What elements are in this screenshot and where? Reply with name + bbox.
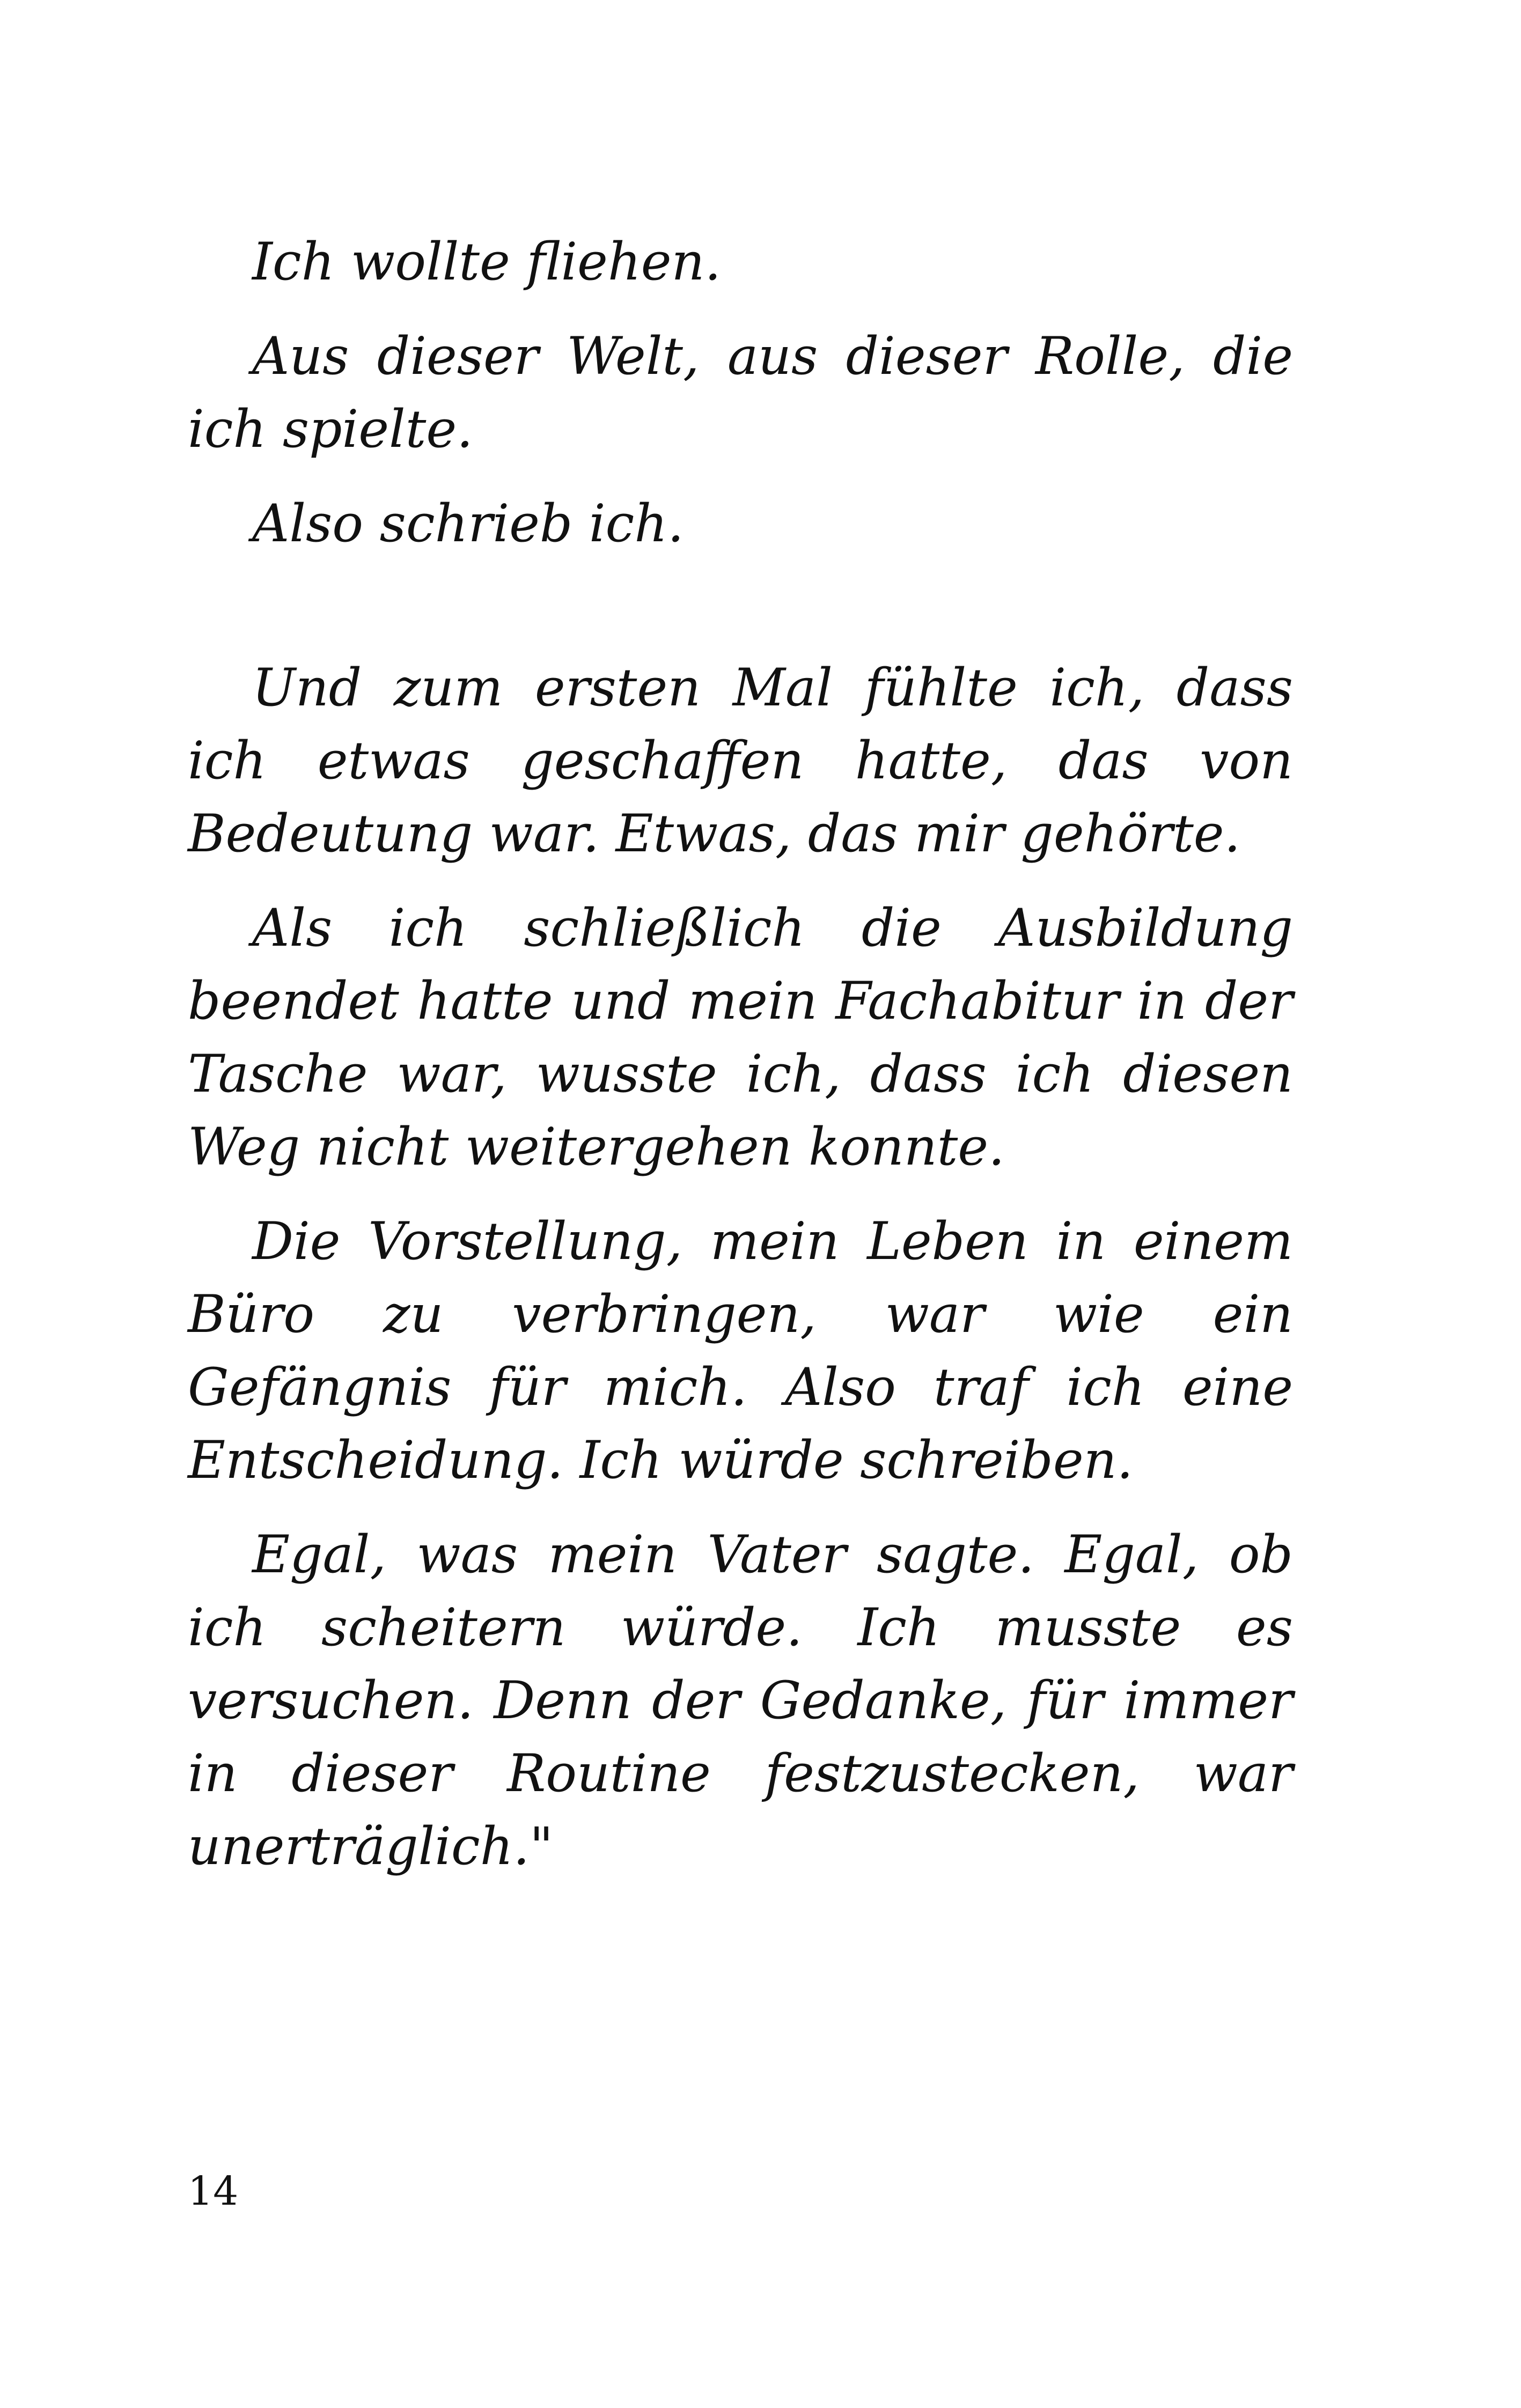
paragraph-6: Die Vorstellung, mein Leben in einem Büro zu verbringen, war wie ein Gefängnis für mich. Also traf ich eine Entscheidung. Ich würde schreiben. <box>188 1211 1293 1490</box>
paragraph-3: Also schrieb ich. <box>252 494 684 554</box>
paragraph-5: Als ich schließlich die Ausbildung beendet hatte und mein Fachabitur in der Tasche war, wusste ich, dass ich diesen Weg nicht weitergehen konnte. <box>188 898 1293 1177</box>
page-number: 14 <box>188 2168 239 2214</box>
body-text <box>188 225 1293 1904</box>
paragraph-4: Und zum ersten Mal fühlte ich, dass ich etwas geschaffen hatte, das von Bedeutung war. Etwas, das mir gehörte. <box>188 658 1293 864</box>
paragraph-2: Aus dieser Welt, aus dieser Rolle, die ich spielte. <box>188 326 1293 459</box>
paragraph-7: Egal, was mein Vater sagte. Egal, ob ich scheitern würde. Ich musste es versuchen. Denn der Gedanke, für immer in dieser Routine festzustecken, war unerträglich." <box>188 1525 1293 1876</box>
paragraph-1: Ich wollte fliehen. <box>252 232 721 292</box>
